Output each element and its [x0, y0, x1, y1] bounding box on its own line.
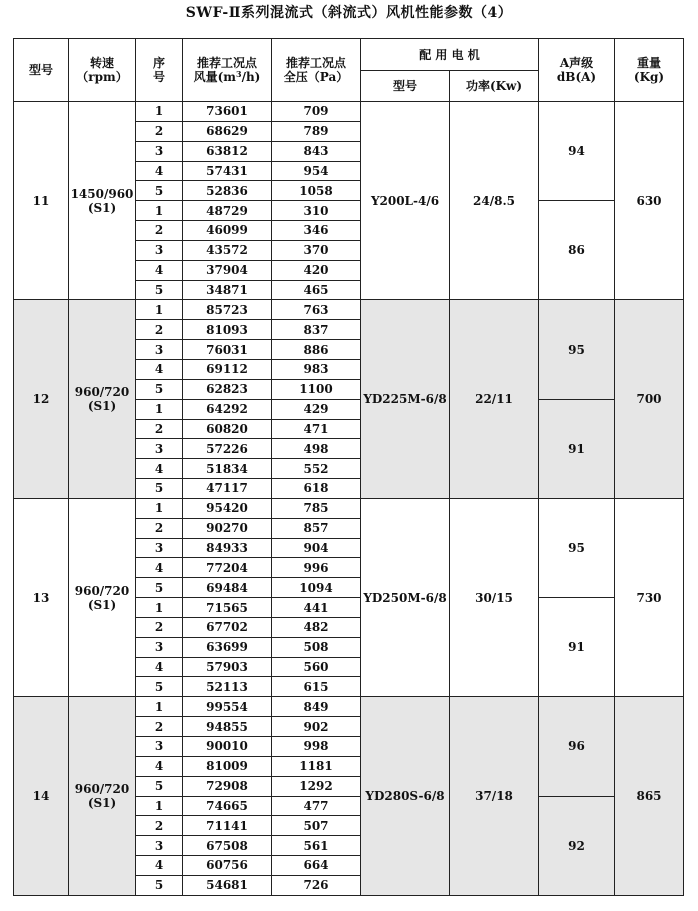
seq-cell: 4	[136, 359, 183, 379]
pressure-cell: 904	[272, 538, 361, 558]
table-header	[14, 39, 684, 102]
seq-cell: 1	[136, 796, 183, 816]
airflow-cell: 68629	[183, 121, 272, 141]
seq-cell: 3	[136, 340, 183, 360]
pressure-cell: 726	[272, 875, 361, 895]
airflow-cell: 69484	[183, 578, 272, 598]
seq-cell: 1	[136, 498, 183, 518]
airflow-cell: 84933	[183, 538, 272, 558]
pressure-cell: 886	[272, 340, 361, 360]
airflow-cell: 76031	[183, 340, 272, 360]
header-motor-power: 功率(Kw)	[450, 71, 539, 102]
noise-high-speed-cell: 95	[539, 498, 615, 597]
seq-cell: 1	[136, 102, 183, 122]
noise-low-speed-cell: 91	[539, 399, 615, 498]
pressure-cell: 561	[272, 836, 361, 856]
fan-model-cell: 11	[14, 102, 69, 300]
airflow-cell: 47117	[183, 479, 272, 499]
pressure-cell: 849	[272, 697, 361, 717]
pressure-cell: 560	[272, 657, 361, 677]
pressure-cell: 843	[272, 141, 361, 161]
pressure-cell: 507	[272, 816, 361, 836]
pressure-cell: 420	[272, 260, 361, 280]
motor-power-cell: 22/11	[450, 300, 539, 498]
airflow-cell: 95420	[183, 498, 272, 518]
seq-cell: 1	[136, 697, 183, 717]
pressure-cell: 310	[272, 201, 361, 221]
pressure-cell: 477	[272, 796, 361, 816]
airflow-cell: 69112	[183, 359, 272, 379]
pressure-cell: 664	[272, 856, 361, 876]
airflow-cell: 67508	[183, 836, 272, 856]
weight-cell: 865	[615, 697, 684, 895]
seq-cell: 2	[136, 121, 183, 141]
seq-cell: 2	[136, 518, 183, 538]
speed-cell: 960/720 (S1)	[69, 498, 136, 696]
seq-cell: 5	[136, 479, 183, 499]
pressure-cell: 471	[272, 419, 361, 439]
seq-cell: 2	[136, 617, 183, 637]
seq-cell: 3	[136, 240, 183, 260]
header-weight: 重量 (Kg)	[615, 39, 684, 102]
pressure-cell: 763	[272, 300, 361, 320]
airflow-cell: 74665	[183, 796, 272, 816]
airflow-cell: 62823	[183, 379, 272, 399]
seq-cell: 5	[136, 578, 183, 598]
pressure-cell: 615	[272, 677, 361, 697]
pressure-cell: 1058	[272, 181, 361, 201]
seq-cell: 4	[136, 657, 183, 677]
table-row	[14, 102, 684, 122]
weight-cell: 730	[615, 498, 684, 696]
motor-model-cell: Y200L-4/6	[361, 102, 450, 300]
airflow-cell: 63812	[183, 141, 272, 161]
airflow-cell: 71141	[183, 816, 272, 836]
pressure-cell: 508	[272, 637, 361, 657]
airflow-cell: 72908	[183, 776, 272, 796]
header-motor: 配 用 电 机	[361, 39, 539, 71]
airflow-cell: 90010	[183, 737, 272, 757]
pressure-cell: 1094	[272, 578, 361, 598]
airflow-cell: 52113	[183, 677, 272, 697]
weight-cell: 700	[615, 300, 684, 498]
pressure-cell: 618	[272, 479, 361, 499]
pressure-cell: 552	[272, 459, 361, 479]
header-pressure: 推荐工况点 全压（Pa）	[272, 39, 361, 102]
pressure-cell: 998	[272, 737, 361, 757]
seq-cell: 5	[136, 875, 183, 895]
seq-cell: 5	[136, 280, 183, 300]
motor-model-cell: YD250M-6/8	[361, 498, 450, 696]
seq-cell: 1	[136, 598, 183, 618]
airflow-cell: 94855	[183, 717, 272, 737]
pressure-cell: 902	[272, 717, 361, 737]
airflow-cell: 34871	[183, 280, 272, 300]
airflow-cell: 63699	[183, 637, 272, 657]
fan-performance-table	[13, 38, 684, 896]
pressure-cell: 954	[272, 161, 361, 181]
speed-cell: 960/720 (S1)	[69, 300, 136, 498]
motor-power-cell: 24/8.5	[450, 102, 539, 300]
header-noise: A声级 dB(A)	[539, 39, 615, 102]
motor-power-cell: 30/15	[450, 498, 539, 696]
pressure-cell: 441	[272, 598, 361, 618]
airflow-cell: 85723	[183, 300, 272, 320]
airflow-cell: 57431	[183, 161, 272, 181]
airflow-cell: 48729	[183, 201, 272, 221]
airflow-cell: 54681	[183, 875, 272, 895]
noise-high-speed-cell: 94	[539, 102, 615, 201]
pressure-cell: 370	[272, 240, 361, 260]
airflow-cell: 46099	[183, 221, 272, 241]
header-speed: 转速 （rpm）	[69, 39, 136, 102]
seq-cell: 3	[136, 538, 183, 558]
table-row	[14, 697, 684, 717]
airflow-cell: 52836	[183, 181, 272, 201]
noise-low-speed-cell: 86	[539, 201, 615, 300]
airflow-cell: 81093	[183, 320, 272, 340]
speed-cell: 1450/960 (S1)	[69, 102, 136, 300]
seq-cell: 3	[136, 439, 183, 459]
pressure-cell: 1100	[272, 379, 361, 399]
seq-cell: 2	[136, 221, 183, 241]
seq-cell: 3	[136, 637, 183, 657]
airflow-cell: 90270	[183, 518, 272, 538]
airflow-cell: 37904	[183, 260, 272, 280]
seq-cell: 2	[136, 717, 183, 737]
seq-cell: 3	[136, 737, 183, 757]
table-row	[14, 498, 684, 518]
seq-cell: 1	[136, 300, 183, 320]
airflow-cell: 64292	[183, 399, 272, 419]
noise-low-speed-cell: 92	[539, 796, 615, 895]
airflow-cell: 43572	[183, 240, 272, 260]
fan-model-cell: 13	[14, 498, 69, 696]
airflow-cell: 57903	[183, 657, 272, 677]
airflow-cell: 77204	[183, 558, 272, 578]
airflow-cell: 73601	[183, 102, 272, 122]
airflow-cell: 60756	[183, 856, 272, 876]
airflow-cell: 60820	[183, 419, 272, 439]
pressure-cell: 1181	[272, 756, 361, 776]
table-row	[14, 300, 684, 320]
motor-model-cell: YD280S-6/8	[361, 697, 450, 895]
pressure-cell: 857	[272, 518, 361, 538]
weight-cell: 630	[615, 102, 684, 300]
seq-cell: 3	[136, 836, 183, 856]
seq-cell: 4	[136, 558, 183, 578]
pressure-cell: 482	[272, 617, 361, 637]
seq-cell: 4	[136, 459, 183, 479]
seq-cell: 4	[136, 856, 183, 876]
pressure-cell: 465	[272, 280, 361, 300]
airflow-cell: 81009	[183, 756, 272, 776]
speed-cell: 960/720 (S1)	[69, 697, 136, 895]
pressure-cell: 983	[272, 359, 361, 379]
motor-power-cell: 37/18	[450, 697, 539, 895]
seq-cell: 5	[136, 181, 183, 201]
header-motor-model: 型号	[361, 71, 450, 102]
seq-cell: 4	[136, 756, 183, 776]
fan-model-cell: 14	[14, 697, 69, 895]
pressure-cell: 996	[272, 558, 361, 578]
noise-low-speed-cell: 91	[539, 598, 615, 697]
table-body	[14, 102, 684, 896]
pressure-cell: 789	[272, 121, 361, 141]
pressure-cell: 429	[272, 399, 361, 419]
airflow-cell: 51834	[183, 459, 272, 479]
motor-model-cell: YD225M-6/8	[361, 300, 450, 498]
airflow-cell: 67702	[183, 617, 272, 637]
seq-cell: 3	[136, 141, 183, 161]
seq-cell: 1	[136, 201, 183, 221]
airflow-cell: 71565	[183, 598, 272, 618]
page-title: SWF-Ⅱ系列混流式（斜流式）风机性能参数（4）	[185, 5, 513, 21]
airflow-cell: 57226	[183, 439, 272, 459]
seq-cell: 2	[136, 320, 183, 340]
pressure-cell: 1292	[272, 776, 361, 796]
pressure-cell: 709	[272, 102, 361, 122]
seq-cell: 2	[136, 419, 183, 439]
seq-cell: 5	[136, 776, 183, 796]
noise-high-speed-cell: 95	[539, 300, 615, 399]
noise-high-speed-cell: 96	[539, 697, 615, 796]
pressure-cell: 837	[272, 320, 361, 340]
header-airflow: 推荐工况点 风量$(m^3/h)$	[183, 39, 272, 102]
seq-cell: 5	[136, 677, 183, 697]
pressure-cell: 498	[272, 439, 361, 459]
seq-cell: 4	[136, 161, 183, 181]
header-seq: 序 号	[136, 39, 183, 102]
pressure-cell: 785	[272, 498, 361, 518]
airflow-cell: 99554	[183, 697, 272, 717]
seq-cell: 1	[136, 399, 183, 419]
header-model: 型号	[14, 39, 69, 102]
pressure-cell: 346	[272, 221, 361, 241]
seq-cell: 5	[136, 379, 183, 399]
fan-model-cell: 12	[14, 300, 69, 498]
seq-cell: 4	[136, 260, 183, 280]
seq-cell: 2	[136, 816, 183, 836]
